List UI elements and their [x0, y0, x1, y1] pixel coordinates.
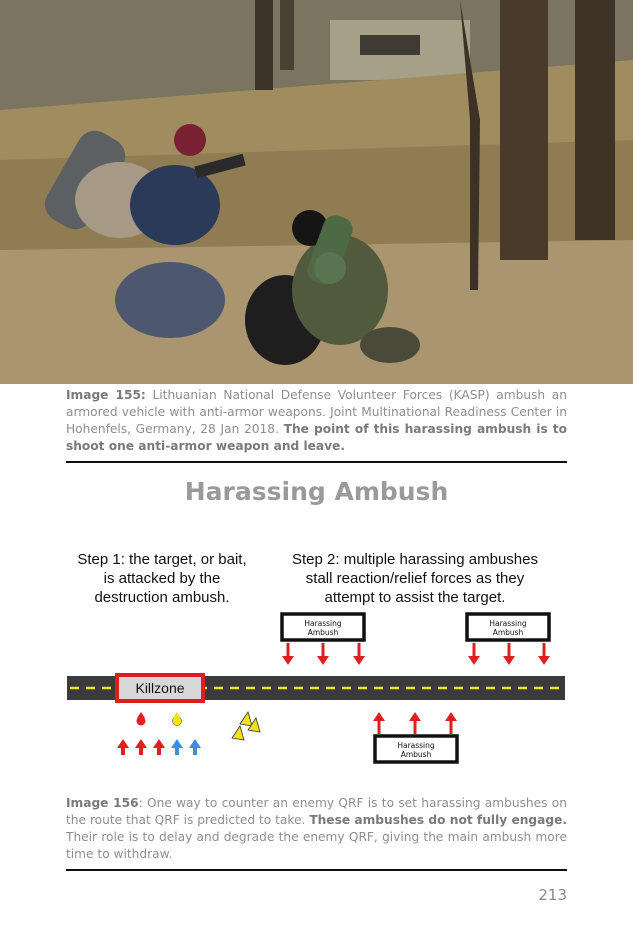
ambush-photo: [0, 0, 633, 384]
harassing-ambush-box-1: [282, 614, 364, 640]
box-3-line-2: Ambush: [400, 750, 432, 759]
page-number: 213: [538, 886, 567, 904]
arrow-down-icon: [353, 643, 365, 665]
caption-155-label: Image 155:: [66, 388, 146, 402]
harassing-ambush-box-3: [375, 736, 457, 762]
caption-156-text-2: Their role is to delay and degrade the enemy QRF, giving the main ambush more time to withdraw.: [66, 830, 567, 861]
unit-symbols-red: [137, 712, 182, 726]
photo-illustration: [0, 0, 633, 384]
arrow-down-icon: [317, 643, 329, 665]
box-2-line-1: Harassing: [489, 619, 527, 628]
caption-image-156: [66, 795, 567, 863]
divider-top: [66, 461, 567, 463]
caption-156-text-1: : One way to counter an enemy QRF is to set harassing ambushes on the route that QRF is predicted to take.: [66, 796, 567, 827]
box-2-arrows: [468, 643, 550, 665]
killzone-box: [117, 675, 203, 701]
caption-156-bold: These ambushes do not fully engage.: [309, 813, 568, 827]
divider-bottom: [66, 869, 567, 871]
caption-155-bold: The point of this harassing ambush is to shoot one anti-armor weapon and leave.: [66, 422, 567, 453]
caption-156-label: Image 156: [66, 796, 139, 810]
vehicle-arrow-icon: [153, 739, 165, 755]
arrow-down-icon: [468, 643, 480, 665]
caption-image-155: [66, 387, 567, 455]
caption-155-text: Lithuanian National Defense Volunteer Forces (KASP) ambush an armored vehicle with anti-armor weapons. Joint Multinational Readiness Center in Hohenfels, Germany, 28 Jan 2018.: [66, 388, 567, 436]
box-2-line-2: Ambush: [492, 628, 524, 637]
vehicle-arrow-icon: [189, 739, 201, 755]
vehicle-arrow-icon: [171, 739, 183, 755]
harassing-ambush-box-2: [467, 614, 549, 640]
arrow-up-icon: [373, 712, 385, 734]
box-3-arrows: [373, 712, 457, 734]
diagram-title: Harassing Ambush: [184, 477, 449, 506]
step-2-text: Step 2: multiple harassing ambushes stall reaction/relief forces as they attempt to assist the target.: [292, 551, 538, 606]
box-3-line-1: Harassing: [397, 741, 435, 750]
step-1-text: Step 1: the target, or bait, is attacked by the destruction ambush.: [77, 551, 247, 606]
convoy-symbols: [117, 739, 201, 755]
vehicle-arrow-icon: [135, 739, 147, 755]
ambush-team-symbols: [232, 712, 260, 740]
arrow-down-icon: [538, 643, 550, 665]
box-1-line-1: Harassing: [304, 619, 342, 628]
team-arrow-icon: [232, 726, 244, 740]
arrow-up-icon: [409, 712, 421, 734]
arrow-down-icon: [282, 643, 294, 665]
vehicle-arrow-icon: [117, 739, 129, 755]
arrow-down-icon: [503, 643, 515, 665]
box-1-arrows: [282, 643, 365, 665]
team-arrow-icon: [240, 712, 252, 726]
box-1-line-2: Ambush: [307, 628, 339, 637]
ambush-diagram: [0, 600, 633, 780]
arrow-up-icon: [445, 712, 457, 734]
killzone-label: Killzone: [135, 680, 185, 696]
